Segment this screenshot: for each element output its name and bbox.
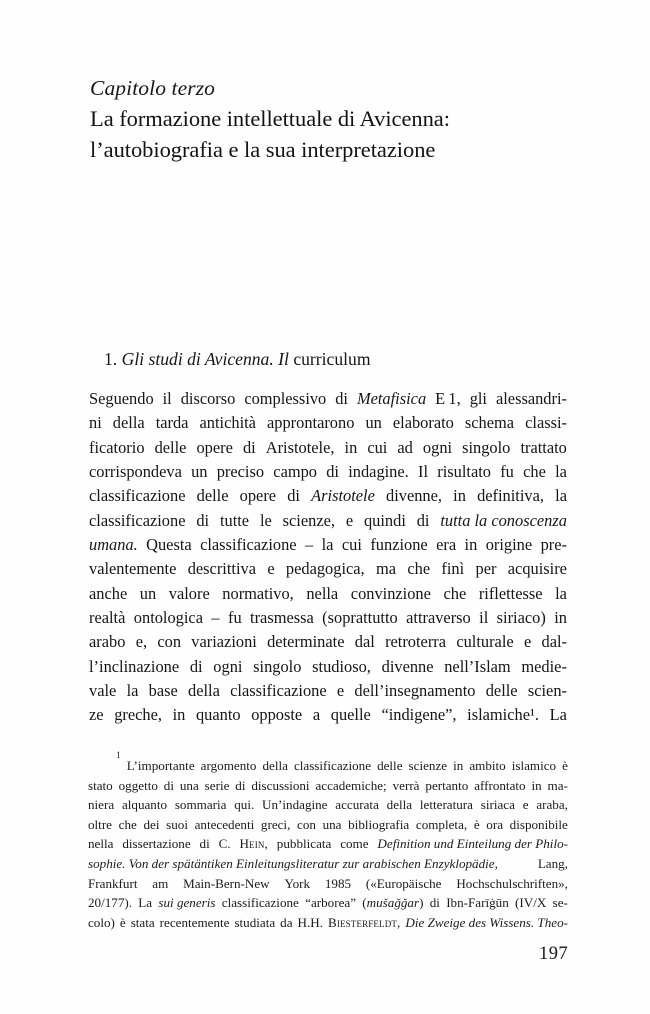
text-run: origine (485, 535, 533, 555)
body-line (89, 582, 567, 606)
text-run: completa, (415, 816, 468, 832)
text-run: complessivo (244, 389, 327, 408)
text-run: divenne, (386, 486, 442, 506)
text-run: – (211, 608, 220, 628)
text-run: singolo (253, 656, 302, 676)
footnote-line (88, 854, 568, 874)
text-run: ni (89, 413, 102, 433)
text-run: e (267, 559, 275, 579)
text-run: e (523, 632, 532, 652)
chapter-heading (90, 74, 568, 165)
text-run: fu (227, 608, 242, 628)
text-run: delle (485, 681, 518, 701)
body-line (89, 484, 567, 508)
text-run: islamico (511, 758, 557, 773)
chapter-title-line-2: l’autobiografia e la sua interpretazione (90, 136, 436, 162)
text-run: H.H. (297, 914, 323, 930)
text-run: («Europäische (365, 875, 442, 891)
body-line (89, 387, 567, 411)
text-run: vale (89, 681, 117, 701)
text-run: classificazione (230, 681, 327, 701)
text-run: retroterra (385, 632, 447, 652)
text-run: schema (464, 413, 515, 433)
text-run: recentemente (159, 914, 230, 930)
text-run: classificazione (89, 486, 186, 506)
text-run: dal- (541, 632, 567, 652)
text-run: La (138, 895, 153, 911)
text-run: in (531, 777, 542, 793)
text-run: “indigene”, (381, 705, 457, 725)
body-paragraph (89, 387, 567, 728)
text-run: trattato (520, 437, 567, 457)
body-line (89, 436, 567, 460)
text-run: risultato (437, 462, 491, 482)
text-run: di (416, 510, 430, 530)
text-run: approntarono (267, 413, 355, 433)
text-run: dell’insegnamento (354, 681, 476, 701)
text-run: convinzione (350, 583, 431, 603)
text-run: niera (88, 797, 115, 813)
text-run: con (157, 632, 182, 652)
text-run: 1985 (324, 875, 352, 891)
text-run: Questa (146, 535, 192, 555)
text-run: gli (469, 389, 487, 408)
text-run: un (365, 413, 382, 433)
text-run: Un’indagine (262, 797, 328, 813)
text-run: York (284, 875, 311, 891)
text-run: con (297, 816, 316, 832)
text-run: valore (168, 583, 210, 603)
text-run: quindi (363, 510, 406, 530)
text-run: Hochschulschriften», (456, 875, 568, 891)
body-line (89, 679, 567, 703)
text-run: di (196, 510, 210, 530)
text-run: pre- (540, 535, 567, 555)
chapter-title (90, 104, 568, 165)
text-run: di (163, 777, 174, 793)
footnote-line (88, 795, 568, 815)
text-run: in (453, 486, 466, 506)
text-run: di (242, 437, 256, 457)
text-run: tutte (219, 510, 250, 530)
italic-run: tutta la conoscenza (440, 510, 567, 530)
text-run: singolo (462, 437, 511, 457)
text-run: scienze, (282, 510, 335, 530)
text-run: antichità (199, 413, 256, 433)
text-run: siriaca (480, 797, 515, 813)
text-run: ambito (469, 758, 506, 773)
text-run: ze (89, 705, 104, 725)
text-run: accademiche; (315, 777, 387, 793)
text-run: di (335, 389, 348, 408)
mixed-run: (mušaǧǧar) (362, 895, 424, 911)
text-run: disponibile (509, 816, 568, 832)
text-run: colo) (88, 914, 115, 930)
footnote-line (88, 815, 568, 835)
text-run: quelle (330, 705, 371, 725)
text-run: nell’Islam (444, 656, 511, 676)
text-run: ogni (213, 656, 243, 676)
text-run: alquanto (121, 797, 168, 813)
text-run: accurata (335, 797, 379, 813)
text-run: è (562, 758, 568, 773)
text-run: studioso, (312, 656, 371, 676)
text-run: acquisire (507, 559, 567, 579)
text-run: della (262, 758, 288, 773)
text-run: in (344, 437, 358, 457)
text-run: Lang, (537, 855, 568, 871)
text-run: e (336, 681, 345, 701)
text-run: serie (204, 777, 230, 793)
text-run: se- (552, 895, 568, 911)
text-run: è (473, 816, 480, 832)
text-run: oggetto (118, 777, 158, 793)
text-run: stata (130, 914, 155, 930)
text-run: la (555, 462, 567, 482)
small-caps-run: Hein, (239, 836, 268, 852)
text-run: che (443, 583, 467, 603)
text-run: e (522, 797, 529, 813)
text-run: trasmessa (250, 608, 314, 628)
text-run: ficatorio (89, 437, 145, 457)
text-run: Ibn-Farīġūn (446, 895, 509, 911)
text-run: araba, (536, 797, 568, 813)
text-run: la (555, 583, 567, 603)
text-run: di (287, 486, 300, 506)
text-run: a (312, 705, 321, 725)
text-run: verrà (392, 777, 420, 793)
text-run: definitiva, (477, 486, 544, 506)
body-line (89, 460, 567, 484)
text-run: normativo, (222, 583, 294, 603)
text-run: determinate (267, 632, 345, 652)
text-run: la (126, 681, 139, 701)
text-run: arabo (89, 632, 126, 652)
text-run: di (199, 836, 210, 852)
text-run: e (345, 510, 354, 530)
text-run: classi- (525, 413, 567, 433)
italic-run: Aristotele (311, 486, 375, 506)
text-run: greche, (114, 705, 162, 725)
text-run: greci, (260, 816, 291, 832)
text-run: La (549, 705, 567, 725)
text-run: Main-Bern-New (183, 875, 270, 891)
text-run: la (321, 535, 334, 555)
text-run: – (304, 535, 314, 555)
small-caps-run: Biesterfeldt, (327, 914, 401, 930)
text-run: opere (239, 486, 277, 506)
text-run: islamiche¹. (467, 705, 539, 725)
italic-run: Die Zweige des Wissens. Theo- (405, 914, 568, 930)
text-run: elaborato (392, 413, 454, 433)
text-run: base (148, 681, 178, 701)
text-run: pedagogica, (285, 559, 365, 579)
text-run: variazioni (191, 632, 257, 652)
text-run: tarda (155, 413, 189, 433)
text-run: le (259, 510, 272, 530)
text-run: pubblicata (276, 836, 332, 852)
text-run: alessandri- (495, 389, 567, 408)
text-run: di (189, 656, 203, 676)
text-run: da (280, 914, 293, 930)
text-run: divenne (381, 656, 434, 676)
text-run: era (436, 535, 457, 555)
text-run: di (235, 777, 246, 793)
text-run: ora (486, 816, 504, 832)
text-run: fu (500, 462, 514, 482)
text-run: ogni (422, 437, 453, 457)
text-run: la (555, 486, 567, 506)
italic-run: Definition und Einteilung der Philo- (377, 836, 568, 852)
text-run: Frankfurt (88, 875, 138, 891)
footnote-line (88, 776, 568, 796)
footnote-line (88, 893, 568, 913)
text-run: valentemente (89, 559, 177, 579)
text-run: anche (89, 583, 128, 603)
text-run: culturale (456, 632, 514, 652)
page-number: 197 (539, 944, 568, 964)
section-title-roman: curriculum (293, 349, 371, 369)
text-run: corrispondeva (89, 462, 182, 482)
text-run: medie- (521, 656, 567, 676)
body-line (89, 509, 567, 533)
body-line (89, 630, 567, 654)
text-run: in (172, 705, 186, 725)
text-run: Il (418, 462, 429, 482)
text-run: classificazione (293, 758, 372, 773)
text-run: riflettesse (478, 583, 543, 603)
text-run: bibliografia (348, 816, 410, 832)
text-run: qui. (234, 797, 255, 813)
footnote-line (88, 913, 568, 933)
text-run: letteratura (419, 797, 473, 813)
footnote-line (88, 751, 568, 776)
text-run: è (119, 914, 126, 930)
body-line (89, 411, 567, 435)
line-indent (88, 756, 110, 776)
text-run: delle (154, 437, 187, 457)
text-run: e, (135, 632, 148, 652)
text-run: finì (441, 559, 465, 579)
text-run: funzione (370, 535, 428, 555)
text-run: discorso (180, 389, 236, 408)
section-title-italic: Gli studi di Avicenna. Il (121, 349, 289, 369)
text-run: un (191, 462, 208, 482)
text-run: dal (354, 632, 375, 652)
body-line (89, 533, 567, 557)
text-run: “arborea” (305, 895, 357, 911)
text-run: delle (377, 758, 403, 773)
text-run: L’importante (126, 758, 195, 773)
text-run: della (188, 681, 220, 701)
text-run: che (118, 816, 137, 832)
body-line (89, 655, 567, 679)
text-run: ma- (547, 777, 568, 793)
text-run: nella (306, 583, 339, 603)
text-run: ma (375, 559, 397, 579)
text-run: nella (88, 836, 114, 852)
text-run: opposte (251, 705, 303, 725)
text-run: un (139, 583, 157, 603)
text-run: siriaco) (496, 608, 546, 628)
text-run: E 1, (435, 389, 461, 408)
text-run: attraverso (406, 608, 471, 628)
text-run: della (386, 797, 413, 813)
text-run: il (479, 608, 489, 628)
footnote-marker: 1 (116, 751, 121, 761)
text-run: opere (196, 437, 233, 457)
text-run: Aristotele, (265, 437, 335, 457)
text-run: stato (88, 777, 113, 793)
text-run: ad (397, 437, 413, 457)
text-run: una (322, 816, 342, 832)
text-run: (IV/X (515, 895, 547, 911)
text-run: scienze (408, 758, 448, 773)
italic-run: Metafisica (356, 389, 427, 408)
text-run: pertanto (425, 777, 469, 793)
text-run: una (179, 777, 199, 793)
footnote-block (88, 751, 568, 932)
body-line (89, 606, 567, 630)
footnote-line (88, 874, 568, 894)
text-run: come (340, 836, 369, 852)
text-run: delle (196, 486, 229, 506)
text-run: studiata (234, 914, 276, 930)
text-run: cui (341, 535, 362, 555)
text-run: (soprattutto (322, 608, 398, 628)
italic-run: sui generis (158, 895, 216, 911)
text-run: argomento (200, 758, 257, 773)
text-run: di (326, 462, 339, 482)
text-run: antecedenti (194, 816, 255, 832)
body-line (89, 557, 567, 581)
italic-run: sophie. Von der spätäntiken Einleitungsliteratur zur arabischen Enzyklopädie, (88, 855, 498, 871)
italic-run: umana. (89, 535, 138, 555)
section-number: 1. (104, 349, 118, 369)
text-run: campo (273, 462, 317, 482)
text-run: che (407, 559, 431, 579)
text-run: classificazione (200, 535, 297, 555)
text-run: discussioni (251, 777, 310, 793)
text-run: che (523, 462, 546, 482)
text-run: Seguendo (89, 389, 154, 408)
text-run: descrittiva (187, 559, 256, 579)
text-run: in (554, 608, 567, 628)
text-run: affrontato (474, 777, 526, 793)
body-line (89, 703, 567, 727)
text-run: dei (143, 816, 160, 832)
text-run: della (112, 413, 145, 433)
text-run: quanto (195, 705, 241, 725)
text-run: preciso (216, 462, 265, 482)
text-run: l’inclinazione (89, 656, 180, 676)
text-run: classificazione (89, 510, 186, 530)
text-run: sommaria (174, 797, 227, 813)
text-run: dissertazione (122, 836, 191, 852)
text-run: ontologica (133, 608, 203, 628)
chapter-label: Capitolo terzo (90, 76, 216, 100)
text-run: indagine. (348, 462, 409, 482)
text-run: in (453, 758, 464, 773)
text-run: classificazione (221, 895, 299, 911)
text-run: cui (367, 437, 388, 457)
text-run: in (464, 535, 478, 555)
text-run: scien- (527, 681, 567, 701)
text-run: il (162, 389, 172, 408)
text-run: 20/177). (88, 895, 133, 911)
text-run: oltre (88, 816, 112, 832)
text-run: C. (218, 836, 231, 852)
text-run: am (152, 875, 169, 891)
text-run: di (429, 895, 440, 911)
footnote-line (88, 834, 568, 854)
text-run: suoi (166, 816, 188, 832)
chapter-title-line-1: La formazione intellettuale di Avicenna: (90, 106, 450, 131)
section-heading (104, 347, 371, 371)
text-run: per (475, 559, 497, 579)
text-run: realtà (89, 608, 126, 628)
